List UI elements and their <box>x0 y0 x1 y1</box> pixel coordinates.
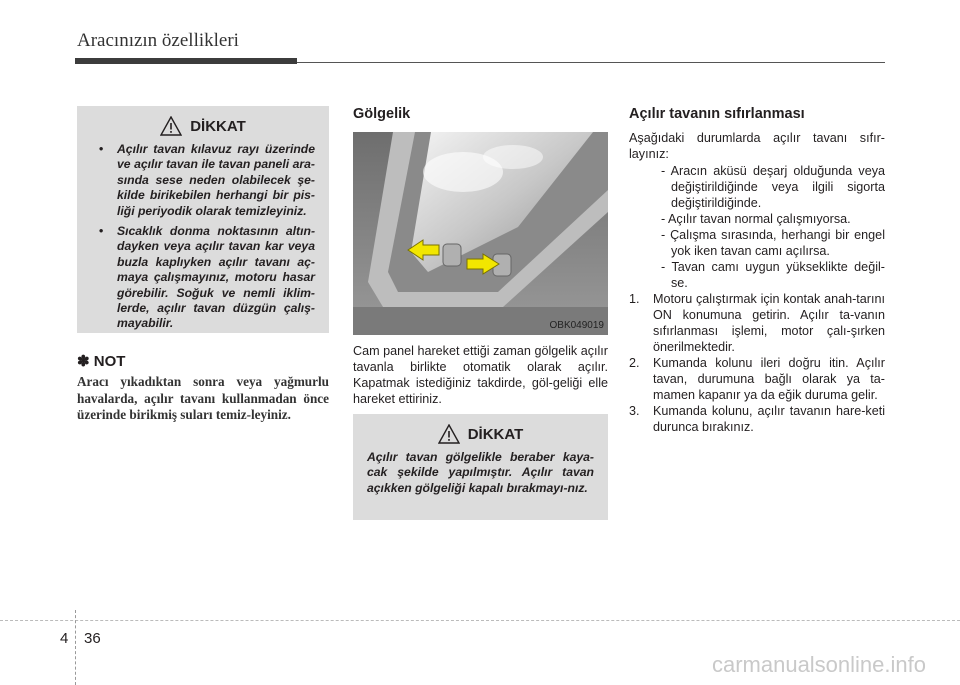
warning-body: Açılır tavan gölgelikle beraber kaya-cak şekilde yapılmıştır. Açılır tavan açıkken gölgeliği kapalı bırakmayı-nız. <box>367 450 594 495</box>
image-code-label: OBK049019 <box>549 320 604 331</box>
note-body: Aracı yıkadıktan sonra veya yağmurlu havalarda, açılır tavanı kullanmadan önce üzerinde birikmiş suları temiz-leyiniz. <box>77 374 329 422</box>
reset-step <box>629 355 885 403</box>
reset-step <box>629 291 885 355</box>
sunshade-body: Cam panel hareket ettiği zaman gölgelik açılır tavanla birlikte otomatik olarak açılır. Kapatmak istediğiniz takdirde, göl-geliği elle hareket ettiriniz. <box>353 344 608 406</box>
warning-triangle-icon <box>438 424 460 444</box>
step-text: Kumanda kolunu, açılır tavanın hare-keti durunca bırakınız. <box>653 404 885 434</box>
warning-box-left <box>77 106 329 333</box>
warning-heading <box>91 116 315 136</box>
header-rule-thin <box>297 62 885 63</box>
footer-vertical-divider <box>75 610 76 685</box>
warning-heading <box>367 424 594 444</box>
footer-divider <box>0 620 960 621</box>
reset-condition: - Açılır tavan normal çalışmıyorsa. <box>661 212 851 226</box>
step-text: Motoru çalıştırmak için kontak anah-tarını ON konumuna getirin. Açılır ta-vanın sıfırlanması işlemi, motor çalı-şırken önerilmektedir. <box>653 292 885 354</box>
step-number: 2. <box>629 356 640 370</box>
warning-box-right <box>353 414 608 520</box>
chapter-number: 4 <box>60 630 69 647</box>
sunroof-console-illustration <box>353 132 608 335</box>
reset-condition: - Çalışma sırasında, herhangi bir engel yok iken tavan camı açılırsa. <box>661 228 885 258</box>
reset-condition: - Tavan camı uygun yükseklikte değil-se. <box>661 260 885 290</box>
watermark: carmanualsonline.info <box>711 652 926 677</box>
note-heading: ✽ NOT <box>77 353 126 370</box>
step-number: 3. <box>629 404 640 418</box>
warning-bullet-list <box>91 142 315 332</box>
reset-step <box>629 403 885 435</box>
step-text: Kumanda kolunu ileri doğru itin. Açılır tavan, durumuna bağlı olarak ya ta-mamen kapanır ya da eğik duruma gelir. <box>653 356 885 402</box>
warning-triangle-icon <box>160 116 182 136</box>
sunshade-heading: Gölgelik <box>353 106 411 122</box>
reset-heading: Açılır tavanın sıfırlanması <box>629 106 805 122</box>
warning-title: DİKKAT <box>190 117 246 135</box>
page-header-title: Aracınızın özellikleri <box>77 30 239 51</box>
reset-list <box>629 163 885 435</box>
warning-bullet: • Sıcaklık donma noktasının altın-dayken veya açılır tavan kar veya buzla kaplıyken açılır tavanı aç-maya çalışmayınız, motoru hasar görebilir. Soğuk ve nemli iklim-lerde, açılır tavan düzgün çalış-mayabilir. <box>91 224 315 332</box>
sunroof-console-photo <box>353 132 608 335</box>
warning-title: DİKKAT <box>467 425 524 443</box>
warning-bullet: • Açılır tavan kılavuz rayı üzerinde ve açılır tavan ile tavan paneli ara-sında sese neden olabilecek şe-kilde birikebilen herhangi bir pis-liği periyodik olarak temizleyiniz. <box>91 142 315 219</box>
reset-intro: Aşağıdaki durumlarda açılır tavanı sıfır-layınız: <box>629 131 885 161</box>
reset-condition: - Aracın aküsü deşarj olduğunda veya değiştirildiğinde veya ilgili sigorta değiştirildiğinde. <box>661 164 885 210</box>
header-rule-thick <box>75 58 297 64</box>
step-number: 1. <box>629 292 640 306</box>
page-number: 36 <box>84 630 101 647</box>
